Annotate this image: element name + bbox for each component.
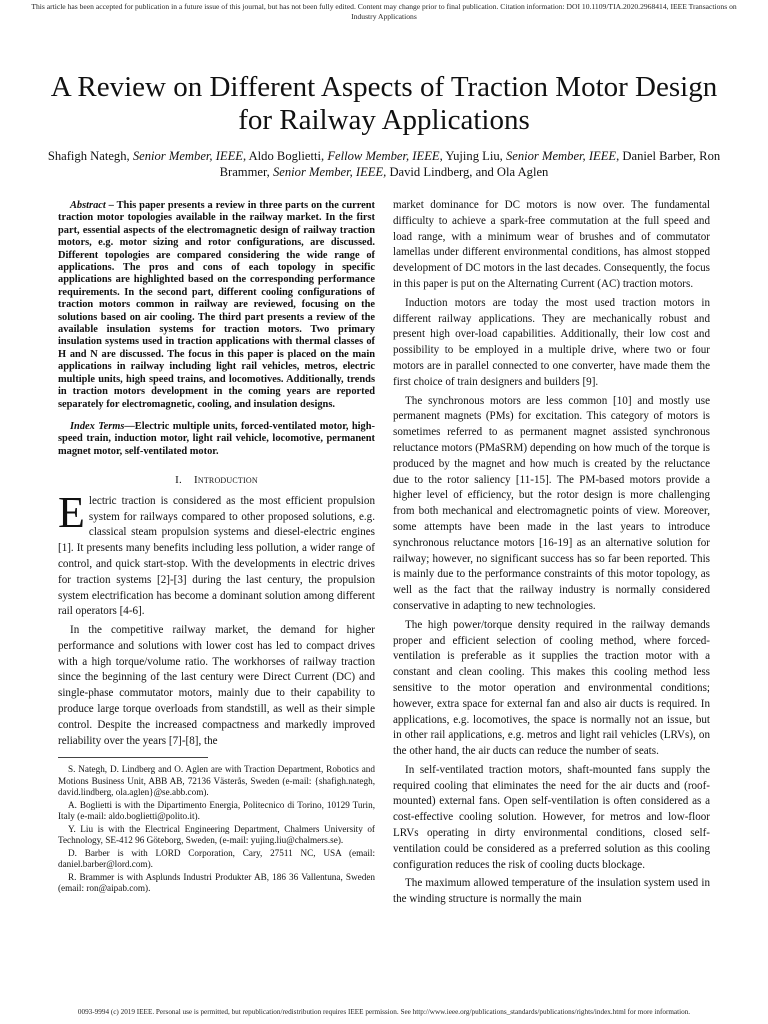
index-terms <box>58 421 375 458</box>
prepublication-notice: This article has been accepted for publication in a future issue of this journal, but has not been fully edited. Content may change prior to final publication. Citation information: DOI 10.1109/TIA.2020.2968414, IEEE Transactions on Industry Applications <box>31 2 737 21</box>
author-name: , Daniel Barber, Ron Brammer, <box>219 149 721 179</box>
author-role: Senior Member, IEEE <box>505 149 617 163</box>
footnote: A. Boglietti is with the Dipartimento Energia, Politecnico di Torino, 10129 Turin, Italy (e-mail: aldo.boglietti@polito.it). <box>58 799 375 822</box>
body-paragraph: The high power/torque density required in the railway demands proper and efficient selection of cooling method, where forced-ventilation is preferable as it supplies the traction motor with a constant and clean cooling. This makes this cooling method less sensitive to the motor operation and environmental conditions; however, extra space for external fan and also air ducts is required. In applications, e.g. locomotives, the space is normally not an issue, but in other rail applications, e.g. metros and light rail vehicles (LRVs), on the other hand, the air ducts can reduce the number of seats. <box>393 618 710 758</box>
footnote: S. Nategh, D. Lindberg and O. Aglen are with Traction Department, Robotics and Motions Business Unit, ABB AB, 72136 Västerås, Sweden (e-mail: {shafigh.nategh, david.lindberg, ola.aglen}@se.abb.com). <box>58 764 375 798</box>
right-column <box>393 198 710 911</box>
index-terms-text: —Electric multiple units, forced-ventilated motor, high-speed train, induction motor, light rail vehicle, locomotive, permanent magnet motor, self-ventilated motor. <box>58 420 375 457</box>
body-paragraph: The synchronous motors are less common [10] and mostly use permanent magnets (PMs) for excitation. This category of motors is sometimes referred to as permanent magnet assisted synchronous reluctance motors (PMaSRM) depending on how much of the torque is produced by the magnet and how much is created by the reluctance due to the rotor saliency [11-15]. The PM-based motors provide a higher level of efficiency, but the rotor design is more challenging from both mechanical and electromagnetic points of view. Moreover, some attempts have been made in the last years to introduce synchronous reluctance motors [16-19] as an alternative solution for railway; however, no significant success has so far been reported. This is mainly due to the performance constraints of this motor topology, as well as the fact that the railway industry is normally considered conservative in adapting to new technologies. <box>393 394 710 612</box>
author-role: Senior Member, IEEE, <box>272 165 387 179</box>
footnote: R. Brammer is with Asplunds Industri Produkter AB, 186 36 Vallentuna, Sweden (email: ron@aipab.com). <box>58 871 375 894</box>
body-paragraph: market dominance for DC motors is now over. The fundamental difficulty to achieve a spark-free commutation at the full speed and load range, with a minimum wear of brushes and of commutator lamellas under different environmental conditions, has almost stopped development of DC motors in the last decades. Consequently, the focus in this paper is put on the Alternating Current (AC) traction motors. <box>393 199 710 290</box>
left-column <box>58 200 375 896</box>
section-heading <box>58 474 375 488</box>
abstract <box>58 200 375 411</box>
section-title: Introduction <box>193 474 258 487</box>
body-paragraph: The maximum allowed temperature of the insulation system used in the winding structure is normally the main <box>393 877 710 906</box>
author-footnotes <box>58 764 375 895</box>
section-number: I. <box>175 474 182 487</box>
intro-paragraph: In the competitive railway market, the demand for higher performance and solutions with lower cost has led to compact drives with a high torque/volume ratio. The workhorses of railway traction since the beginning of the last century were Direct Current (DC) and single-phase commutator motors, mainly due to their capability to produce large torque overloads from standstill, as well as their simple control. Despite the increased compactness and markedly improved reliability over the years [7]-[8], the <box>58 624 375 747</box>
drop-cap: E <box>58 487 85 537</box>
author-role: Fellow Member, IEEE <box>327 149 440 163</box>
footnote: Y. Liu is with the Electrical Engineering Department, Chalmers University of Technology, SE-412 96 Göteborg, Sweden, (e-mail: yujing.liu@chalmers.se). <box>58 823 375 846</box>
author-list <box>40 148 728 180</box>
intro-paragraph <box>58 487 375 620</box>
footnote: D. Barber is with LORD Corporation, Cary, 27511 NC, USA (email: daniel.barber@lord.com). <box>58 847 375 870</box>
abstract-text: This paper presents a review in three parts on the current traction motor topologies available in the railway market. In the first part, essential aspects of the electromagnetic design of railway traction motors, e.g. motor sizing and rotor configurations, are discussed. Different topologies are compared considering the wide range of applications. The pros and cons of each topology in specific applications are highlighted based on the corresponding performance requirements. In the second part, different cooling configurations of traction motors common in railway are reviewed, focusing on the solutions based on air cooling. The third part presents a review of the available insulation systems for traction motors. Two primary insulation systems used in traction applications with thermal classes of H and N are discussed. The focus in this paper is placed on the main applications in railway including light rail vehicles, metros, electric multiple units, high speed trains, and locomotives. Additionally, trends in traction motors development in the coming years are reported separately for electromagnetic, cooling, and insulation designs. <box>58 200 375 410</box>
body-paragraph: Induction motors are today the most used traction motors in different railway applications. They are mechanically robust and present high over-load capabilities. Additionally, their low cost and possibility to be employed in a multiple drive, where two or four motors are in parallel connected to one converter, have made them the first choice of train designers and builders [9]. <box>393 296 710 388</box>
author-name: David Lindberg, and Ola Aglen <box>386 165 549 179</box>
body-paragraph: In self-ventilated traction motors, shaft-mounted fans supply the required cooling that eliminates the need for the air ducts and (roof-mounted) external fans. Open self-ventilation is often considered as a cost-effective cooling solution. However, for metros and low-floor LRVs operating in dirty environmental conditions, closed self-ventilation could be considered as a preferred solution as this cooling configuration reduces the risk of cooling ducts blockage. <box>393 763 710 871</box>
author-name: , Aldo Boglietti, <box>242 149 328 163</box>
author-name: Shafigh Nategh, <box>47 149 133 163</box>
abstract-label: Abstract – <box>70 200 114 211</box>
footnote-divider <box>58 757 208 758</box>
author-name: , Yujing Liu, <box>439 149 506 163</box>
index-terms-label: Index Terms <box>70 420 125 432</box>
paper-title: A Review on Different Aspects of Traction Motor Design for Railway Applications <box>50 71 718 137</box>
copyright-footer: 0093-9994 (c) 2019 IEEE. Personal use is permitted, but republication/redistribution requires IEEE permission. See http://www.ieee.org/publications_standards/publications/rights/index.html for more information. <box>77 1008 691 1016</box>
author-role: Senior Member, IEEE <box>132 149 243 163</box>
paragraph-text: lectric traction is considered as the most efficient propulsion system for railways compared to other proposed solutions, e.g. classical steam propulsion systems and diesel-electric engines [1]. It presents many benefits including less pollution, a wider range of control, and quick start-stop. With the developments in electric drives for traction systems [2]-[3] during the last century, the propulsion system electrification has become a dominant solution among different rail operators [4-6]. <box>58 494 375 618</box>
